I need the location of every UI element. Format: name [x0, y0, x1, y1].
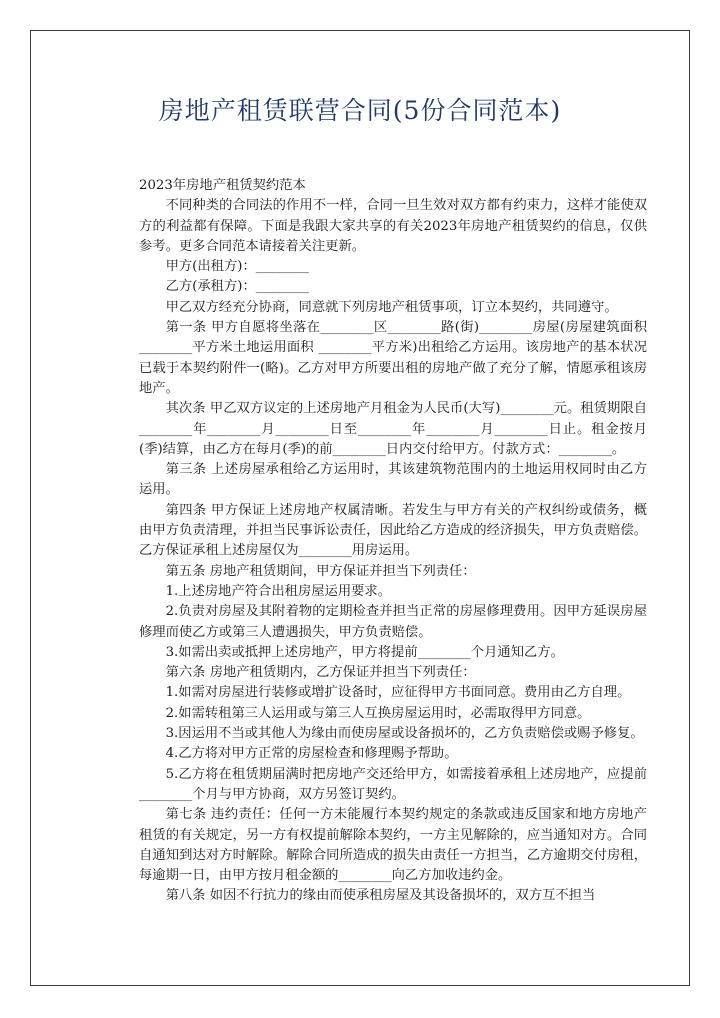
- document-title: 房地产租赁联营合同(5份合同范本): [158, 96, 562, 125]
- paragraph: 第五条 房地产租赁期间，甲方保证并担当下列责任：: [165, 563, 476, 579]
- paragraph: 3.如需出卖或抵押上述房地产，甲方将提前________个月通知乙方。: [165, 644, 564, 660]
- paragraph: 4.乙方将对甲方正常的房屋检查和修理赐予帮助。: [165, 746, 458, 762]
- paragraph: 第三条 上述房屋承租给乙方运用时，其该建筑物范围内的土地运用权同时由乙方运用。: [139, 462, 647, 498]
- paragraph: 1.上述房地产符合出租房屋运用要求。: [165, 583, 392, 599]
- paragraph: 3.因运用不当或其他人为缘由而使房屋或设备损坏的，乙方负责赔偿或赐予修复。: [165, 726, 644, 742]
- paragraph: 2.负责对房屋及其附着物的定期检查并担当正常的房屋修理费用。因甲方延误房屋修理而使乙方或第三人遭遇损失，甲方负责赔偿。: [139, 604, 647, 640]
- document-body: [139, 176, 647, 907]
- page-frame: [30, 30, 690, 986]
- paragraph: 不同种类的合同法的作用不一样，合同一旦生效对双方都有约束力，这样才能使双方的利益都有保障。下面是我跟大家共享的有关2023年房地产租赁契约的信息，仅供参考。更多合同范本请接着关注更新。: [139, 198, 647, 254]
- paragraph: 第六条 房地产租赁期内，乙方保证并担当下列责任：: [165, 665, 476, 681]
- paragraph: 5.乙方将在租赁期届满时把房地产交还给甲方，如需接着承租上述房地产，应提前________个月与甲方协商，双方另签订契约。: [139, 766, 647, 802]
- paragraph: 2.如需转租第三人运用或与第三人互换房屋运用时，必需取得甲方同意。: [165, 705, 591, 721]
- paragraph: 第八条 如因不行抗力的缘由而使承租房屋及其设备损坏的，双方互不担当: [165, 888, 596, 904]
- paragraph: 其次条 甲乙双方议定的上述房地产月租金为人民币(大写)________元。租赁期限自________年________月________日至________年________月________日止。租金按月(季)结算，由乙方在每月(季)的前________日内交付给甲方。付款方式：________。: [139, 401, 647, 457]
- paragraph: 1.如需对房屋进行装修或增扩设备时，应征得甲方书面同意。费用由乙方自理。: [165, 685, 631, 701]
- paragraph: 第四条 甲方保证上述房地产权属清晰。若发生与甲方有关的产权纠纷或债务，概由甲方负责清理，并担当民事诉讼责任，因此给乙方造成的经济损失，甲方负责赔偿。乙方保证承租上述房屋仅为________用房运用。: [139, 502, 647, 559]
- paragraph: 2023年房地产租赁契约范本: [139, 178, 306, 193]
- paragraph: 第一条 甲方自愿将坐落在________区________路(街)________房屋(房屋建筑面积________平方米土地运用面积 ________平方米)出租给乙方运用。该房地产的基本状况已载于本契约附件一(略)。乙方对甲方所要出租的房地产做了充分了解，情愿承租该房地产。: [139, 320, 647, 396]
- paragraph: 甲方(出租方)：________: [165, 259, 309, 275]
- paragraph: 乙方(承租方)：________: [165, 279, 309, 295]
- paragraph: 甲乙双方经充分协商，同意就下列房地产租赁事项，订立本契约，共同遵守。: [165, 299, 618, 315]
- paragraph: 第七条 违约责任：任何一方未能履行本契约规定的条款或违反国家和地方房地产租赁的有关规定，另一方有权提前解除本契约，一方主见解除的，应当通知对方。合同自通知到达对方时解除。解除合同所造成的损失由责任一方担当，乙方逾期交付房租，每逾期一日，由甲方按月租金额的________向乙方加收违约金。: [139, 807, 647, 884]
